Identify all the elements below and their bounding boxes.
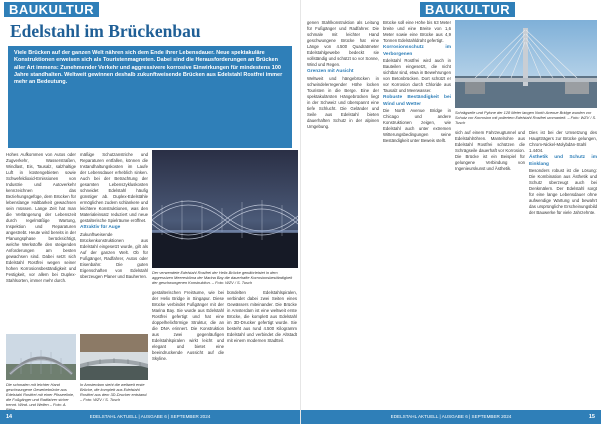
footer-text: EDELSTAHL AKTUELL | AUSGABE 6 | SEPTEMBER 2024: [390, 414, 512, 419]
text-column-4: [227, 290, 297, 408]
helix-bridge-photo: [152, 150, 298, 268]
body-text: Dies ist bei der Umsetzung des Hauptträgers zur Brücke gelungen, Chrom-Nickel-Molybdän-Stahl 1.4404.: [529, 130, 597, 153]
subheading: Attraktiv für Auge: [80, 225, 121, 230]
body-text: gestalterischen Freiräume, wie bei der Helix Bridge in Singapur. Diese Brücke verbindet Fußgänger mit der Marina Bay. Sie wurde aus Edelstahl Rostfrei gefertigt und hat eine doppelhelixförmige Struktur, die an die DNA erinnert. Die Konstruktion aus zwei gegenläufigen Edelstahlspiralen wirkt leicht und elegant und bietet eine beeindruckende Aussicht auf die Skyline.: [152, 290, 224, 361]
section-tag: BAUKULTUR: [4, 2, 99, 17]
body-text: genen Stahlkonstruktion als Leitung für Fußgänger und Radfahrer. Die schmale mit leichter Hand geschwungene Brücke hat eine Länge von 4.500 Quadratmeter Edelstahlgewebe bedeckt sie vollständig und schützt so vor Sonne, Wind und Regen.: [307, 20, 379, 67]
page-footer: [301, 410, 601, 424]
subheading: Ästhetik und Schutz im Einklang: [529, 155, 597, 167]
text-column-2: [80, 152, 148, 332]
photo-caption: In Amsterdam steht die weltweit erste Brücke, die komplett aus Edelstahl Rostfrei aus dem 3D-Drucker entstand. – Foto: WZV / S. Tusch: [80, 382, 148, 402]
subheading: Korrosionsschutz im Verborgenen: [383, 45, 451, 57]
photo-caption: Der verwendete Edelstahl Rostfrei der Helix-Brücke gewährleistet in dem aggressiven Meeresklima der Marina Bay die dauerhafte Korrosionsbeständigkeit der geschwungenen Konstruktion. – Foto: WZV / S. Tusch: [152, 270, 293, 285]
text-column-2: [383, 20, 451, 408]
page-title: Edelstahl im Brückenbau: [10, 21, 201, 41]
body-text: bündelten Edelstahlspiralen, verbindet dabei zwei Seiten eines Gewässers miteinander. Die Brücke in Amsterdam ist eine weltweit erste Brücke, die komplett aus Edelstahl im 3D-Drucker gefertigt wurde. Sie besteht aus rund 4.500 Kilogramm Edelstahl und verbindet die Altstadt mit einem modernen Stadtteil.: [227, 290, 297, 343]
north-avenue-bridge-photo: [455, 20, 597, 108]
subheading: Grenzen mit Ausicht: [307, 69, 354, 74]
body-text: Die North Avenue Bridge in Chicago und andere Konstruktionen zeigen, wie Edelstahl auch unter extremen Witterungsbedingungen seine Beständigkeit unter Beweis stellt.: [383, 108, 451, 143]
3d-printed-bridge-photo: [80, 334, 148, 380]
page-footer: [0, 410, 300, 424]
text-column-3: [455, 130, 525, 408]
photo-caption: Die schmalen mit leichter Hand geschwungene Gewebebrücke aus Edelstahl Rostfrei mit einer Plisseelinie, die Fußgänger und Radfahrer sicher trennt. Wind- und Wellen – Foto: A.: [6, 382, 75, 407]
page-number: 14: [6, 414, 13, 420]
bridge-image: [455, 20, 597, 108]
page-number: 15: [588, 414, 595, 420]
bridge-image: [152, 150, 298, 268]
lead-paragraph: Viele Brücken auf der ganzen Welt nähren sich dem Ende ihrer Lebensdauer. Neue spektakuläre Konstruktionen erweisen sich als Touristenmagneten. Dabei sind die Herausforderungen an Brücken aller Art immens: Zunehmender Verkehr und aggressivere korrosive Einwirkungen für mindestens 100 Jahre standhalten. Weltweit gewinnen deshalb zukunftweisende Brücken aus Edelstahl Rostfrei immer mehr an Bedeutung.: [8, 46, 292, 148]
body-text: mäßige Schutzanstriche und Reparaturen entfallen, können die Instandhaltungskosten im Laufe der Lebensdauer erheblich sinken. Auch bei der Betrachtung der gesamten Lebenszykluskosten schneidet Edelstahl häufig günstiger ab. Duplex-Edelstähle ermöglichen zudem schlankere und leichtere Konstruktionen, was den Materialeinsatz reduziert und neue gestalterische Spielräume eröffnet.: [80, 152, 148, 223]
body-text: Edelstahl Rostfrei wird auch in Bauteilen eingesetzt, die nicht sichtbar sind, etwa in Bewehrungen von Betonbrücken. Dort schützt er vor Korrosion durch Chloride aus Tausalz und Meerwasser.: [383, 58, 451, 93]
body-text: sich auf einem Fahrzeugtunnel und Edelstahlröhren. Mantelrohre aus Edelstahl Rostfrei schützen die Schrägseile dauerhaft vor Korrosion. Die Brücke ist ein Beispiel für gelungene Verbindung von Ingenieurskunst und Ästhetik.: [455, 130, 525, 171]
bridge-image: [6, 334, 76, 380]
text-column-1: [6, 152, 76, 356]
text-column-4: [529, 130, 597, 408]
subheading: Robuste Beständigkeit bei Wind und Wetter: [383, 95, 451, 107]
mesh-bridge-photo: [6, 334, 76, 380]
left-page: [0, 0, 300, 424]
right-page: [300, 0, 600, 424]
text-column-3: [152, 290, 224, 408]
bridge-image: [80, 334, 148, 380]
body-text: Hohes Aufkommen von Autos oder Zugverkehr, Wasserstraßen, Windlast, Eis, Tausalz, salzhaltige Luft in küstengebieten sowie Schwefeldioxid-Emissionen von Industrie und Autoverkehr kennzeichnen das Beziehungsgefüge, dem Brücken für lebenslange Haltbarkeit gewachsen sein müssen. Lange Zeit hat man die Verlängerung der Lebenszeit durch regelmäßige Wartung, Inspektion und Reparaturen angestrebt. Heute wird bereits in der Planungsphase berücksichtigt, welche Werkstoffe den steigenden Anforderungen am besten gewachsen sind. Dabei setzt sich Edelstahl Rostfrei wegen seiner hohen Korrosionsbeständigkeit und Festigkeit, vor allem bei Duplex-Stahlsorten, immer mehr durch.: [6, 152, 76, 283]
photo-caption: Schrägseile und Pylone der 128 Meter langen North Avenue Bridge wurden vor Schutz vor Korrosion mit poliertem Edelstahl Rostfrei ummantelt. – Foto: WZV / S. Tusch: [455, 110, 597, 125]
footer-text: EDELSTAHL AKTUELL | AUSGABE 6 | SEPTEMBER 2024: [89, 414, 211, 419]
body-text: Brücke soll eine Höhe bis 63 Meter breite und eine Breite von 1,6 Meter sowie eine Brücke aus 4,9 Tonnen Edelstahldraht gefertigt.: [383, 20, 451, 43]
body-text: Weltweit und hängebrücken in schwindelerregender Höhe locken Touristen in die Berge. Eine der spektakulärsten Hängebrücken liegt in der Schweiz und überspannt eine tiefe Schlucht. Die Geländer und Seile aus Edelstahl bieten dauerhaften Schutz in der alpinen Umgebung.: [307, 75, 379, 129]
text-column-1: [307, 20, 379, 408]
body-text: Zukunftweisende Brückenkonstruktionen aus Edelstahl eingesetzt wurde, gilt als Auf der ganzen Welt. Ob für Fußgänger, Radfahrer, Autos oder Eisenbahn: Die guten Eigenschaften von Edelstahl überzeugen Planer und Bauherren.: [80, 231, 148, 279]
section-tag: BAUKULTUR: [420, 2, 515, 17]
body-text: Besonders robust ist die Lösung: Die Kombination aus Ästhetik und Schutz überzeugt auch bei Denkmälern. Der Edelstahl sorgt für eine lange Lebensdauer ohne aufwendige Wartung und bewahrt das ursprüngliche Erscheinungsbild der Bauwerke für viele Jahrzehnte.: [529, 168, 597, 215]
